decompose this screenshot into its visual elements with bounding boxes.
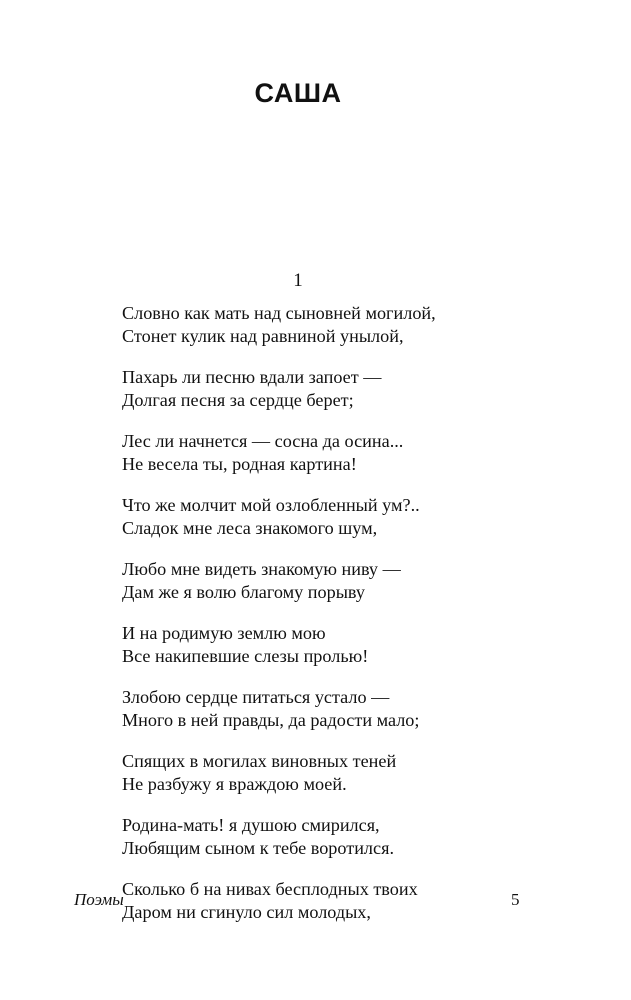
poem-line: Спящих в могилах виновных теней: [122, 751, 397, 771]
poem-line: Долгая песня за сердце берет;: [122, 390, 354, 410]
poem-line: Родина-мать! я душою смирился,: [122, 815, 380, 835]
stanza: [122, 814, 542, 860]
poem-body: [122, 302, 542, 942]
poem-line: Все накипевшие слезы пролью!: [122, 646, 369, 666]
stanza: [122, 750, 542, 796]
poem-line: Стонет кулик над равниной унылой,: [122, 326, 404, 346]
poem-line: Словно как мать над сыновней могилой,: [122, 303, 436, 323]
stanza: [122, 430, 542, 476]
poem-line: Сколько б на нивах бесплодных твоих: [122, 879, 418, 899]
stanza: [122, 302, 542, 348]
poem-title: САША: [254, 78, 342, 108]
poem-line: Лес ли начнется — сосна да осина...: [122, 431, 404, 451]
poem-line: Дам же я волю благому порыву: [122, 582, 365, 602]
stanza: [122, 878, 542, 924]
poem-line: И на родимую землю мою: [122, 623, 326, 643]
poem-line: Даром ни сгинуло сил молодых,: [122, 902, 371, 922]
running-footer-section: Поэмы: [74, 890, 124, 909]
page-number: 5: [511, 890, 520, 909]
poem-line: Много в ней правды, да радости мало;: [122, 710, 420, 730]
stanza: [122, 622, 542, 668]
poem-line: Злобою сердце питаться устало —: [122, 687, 390, 707]
poem-line: Любящим сыном к тебе воротился.: [122, 838, 394, 858]
stanza: [122, 366, 542, 412]
poem-line: Сладок мне леса знакомого шум,: [122, 518, 378, 538]
poem-line: Не весела ты, родная картина!: [122, 454, 357, 474]
poem-line: Любо мне видеть знакомую ниву —: [122, 559, 401, 579]
stanza: [122, 686, 542, 732]
stanza: [122, 494, 542, 540]
stanza: [122, 558, 542, 604]
poem-line: Не разбужу я враждою моей.: [122, 774, 347, 794]
poem-line: Пахарь ли песню вдали запоет —: [122, 367, 382, 387]
section-number: 1: [293, 270, 303, 291]
poem-line: Что же молчит мой озлобленный ум?..: [122, 495, 420, 515]
